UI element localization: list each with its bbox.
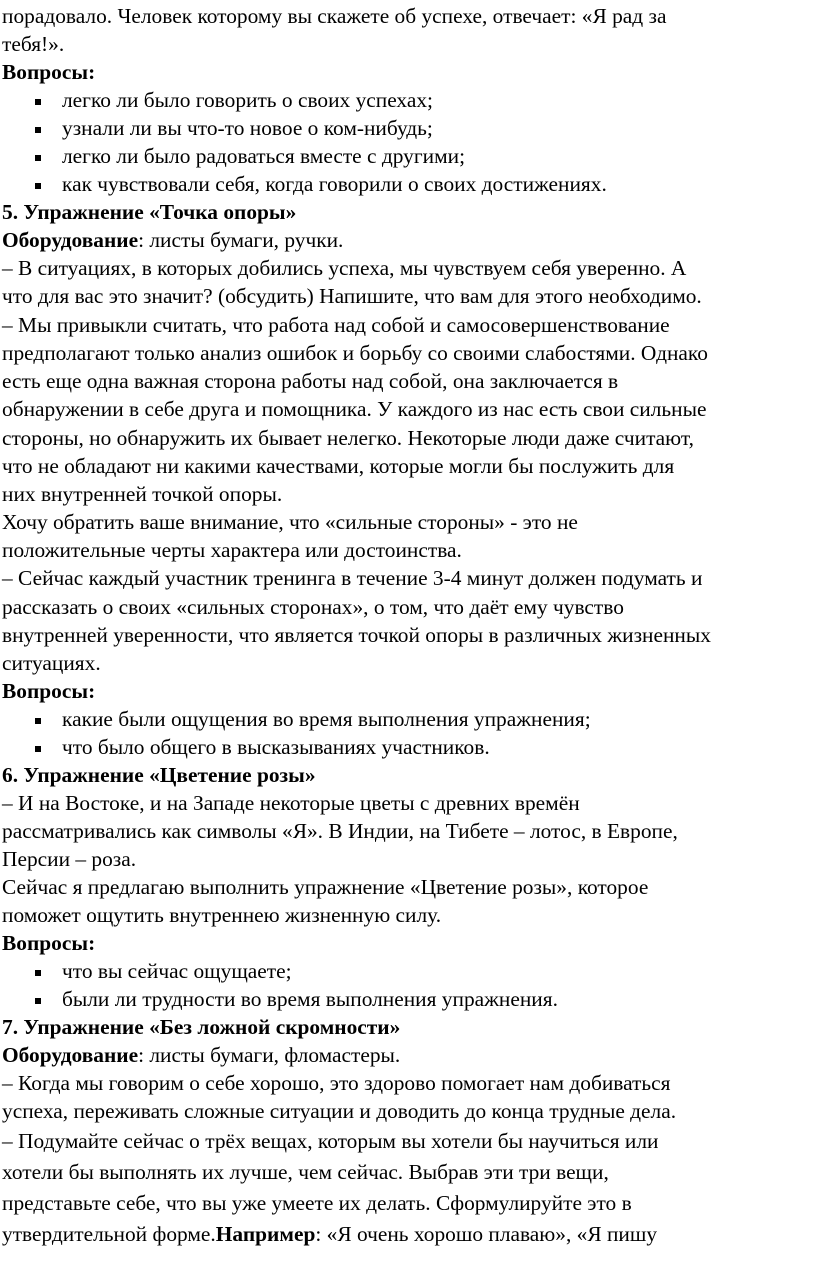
list-item: какие были ощущения во время выполнения упражнения; (62, 707, 591, 731)
bullet-icon (35, 99, 41, 105)
exercise-5-equipment: Оборудование: листы бумаги, ручки. (2, 228, 344, 252)
paragraph-line: – Когда мы говорим о себе хорошо, это здорово помогает нам добиваться (2, 1071, 671, 1095)
questions-heading: Вопросы: (2, 679, 96, 703)
paragraph-line: что не обладают ни какими качествами, которые могли бы послужить для (2, 454, 675, 478)
paragraph-line: внутренней уверенности, что является точкой опоры в различных жизненных (2, 623, 711, 647)
paragraph-line: что для вас это значит? (обсудить) Напишите, что вам для этого необходимо. (2, 284, 702, 308)
exercise-7-equipment: Оборудование: листы бумаги, фломастеры. (2, 1043, 401, 1067)
paragraph-line: – Мы привыкли считать, что работа над собой и самосовершенствование (2, 313, 670, 337)
bullet-icon (35, 718, 41, 724)
bullet-icon (35, 155, 41, 161)
paragraph-line: предполагают только анализ ошибок и борьбу со своими слабостями. Однако (2, 341, 708, 365)
list-item: были ли трудности во время выполнения упражнения. (62, 987, 558, 1011)
paragraph-line: Хочу обратить ваше внимание, что «сильные стороны» - это не (2, 510, 578, 534)
paragraph-line: – В ситуациях, в которых добились успеха, мы чувствуем себя уверенно. А (2, 256, 687, 280)
paragraph-line: – Подумайте сейчас о трёх вещах, которым вы хотели бы научиться или (2, 1129, 659, 1153)
bullet-icon (35, 127, 41, 133)
paragraph-line: – И на Востоке, и на Западе некоторые цветы с древних времён (2, 791, 580, 815)
paragraph-line: утвердительной форме.Например: «Я очень хорошо плаваю», «Я пишу (2, 1222, 658, 1246)
bullet-icon (35, 746, 41, 752)
list-item: узнали ли вы что-то новое о ком-нибудь; (62, 116, 433, 140)
questions-heading: Вопросы: (2, 60, 96, 84)
bullet-icon (35, 183, 41, 189)
list-item: что было общего в высказываниях участников. (62, 735, 490, 759)
list-item: легко ли было радоваться вместе с другими; (62, 144, 466, 168)
paragraph-line: положительные черты характера или достоинства. (2, 538, 462, 562)
exercise-6-title: 6. Упражнение «Цветение розы» (2, 763, 316, 787)
paragraph-line: представьте себе, что вы уже умеете их делать. Сформулируйте это в (2, 1191, 632, 1215)
paragraph-line: ситуациях. (2, 651, 101, 675)
list-item: что вы сейчас ощущаете; (62, 959, 292, 983)
paragraph-line: хотели бы выполнять их лучше, чем сейчас. Выбрав эти три вещи, (2, 1160, 609, 1184)
list-item: легко ли было говорить о своих успехах; (62, 88, 433, 112)
paragraph-line: – Сейчас каждый участник тренинга в течение 3-4 минут должен подумать и (2, 566, 703, 590)
intro-line: порадовало. Человек которому вы скажете об успехе, отвечает: «Я рад за (2, 4, 667, 28)
bullet-icon (35, 970, 41, 976)
paragraph-line: Персии – роза. (2, 847, 137, 871)
questions-heading: Вопросы: (2, 931, 96, 955)
paragraph-line: есть еще одна важная сторона работы над собой, она заключается в (2, 369, 619, 393)
paragraph-line: обнаружении в себе друга и помощника. У каждого из нас есть свои сильные (2, 397, 707, 421)
exercise-7-title: 7. Упражнение «Без ложной скромности» (2, 1015, 401, 1039)
paragraph-line: рассматривались как символы «Я». В Индии, на Тибете – лотос, в Европе, (2, 819, 678, 843)
paragraph-line: поможет ощутить внутреннею жизненную силу. (2, 903, 442, 927)
paragraph-line: Сейчас я предлагаю выполнить упражнение «Цветение розы», которое (2, 875, 649, 899)
paragraph-line: них внутренней точкой опоры. (2, 482, 283, 506)
paragraph-line: рассказать о своих «сильных сторонах», о том, что даёт ему чувство (2, 595, 624, 619)
list-item: как чувствовали себя, когда говорили о своих достижениях. (62, 172, 607, 196)
paragraph-line: успеха, переживать сложные ситуации и доводить до конца трудные дела. (2, 1099, 677, 1123)
bullet-icon (35, 998, 41, 1004)
intro-line: тебя!». (2, 32, 65, 56)
paragraph-line: стороны, но обнаружить их бывает нелегко. Некоторые люди даже считают, (2, 426, 694, 450)
exercise-5-title: 5. Упражнение «Точка опоры» (2, 200, 297, 224)
